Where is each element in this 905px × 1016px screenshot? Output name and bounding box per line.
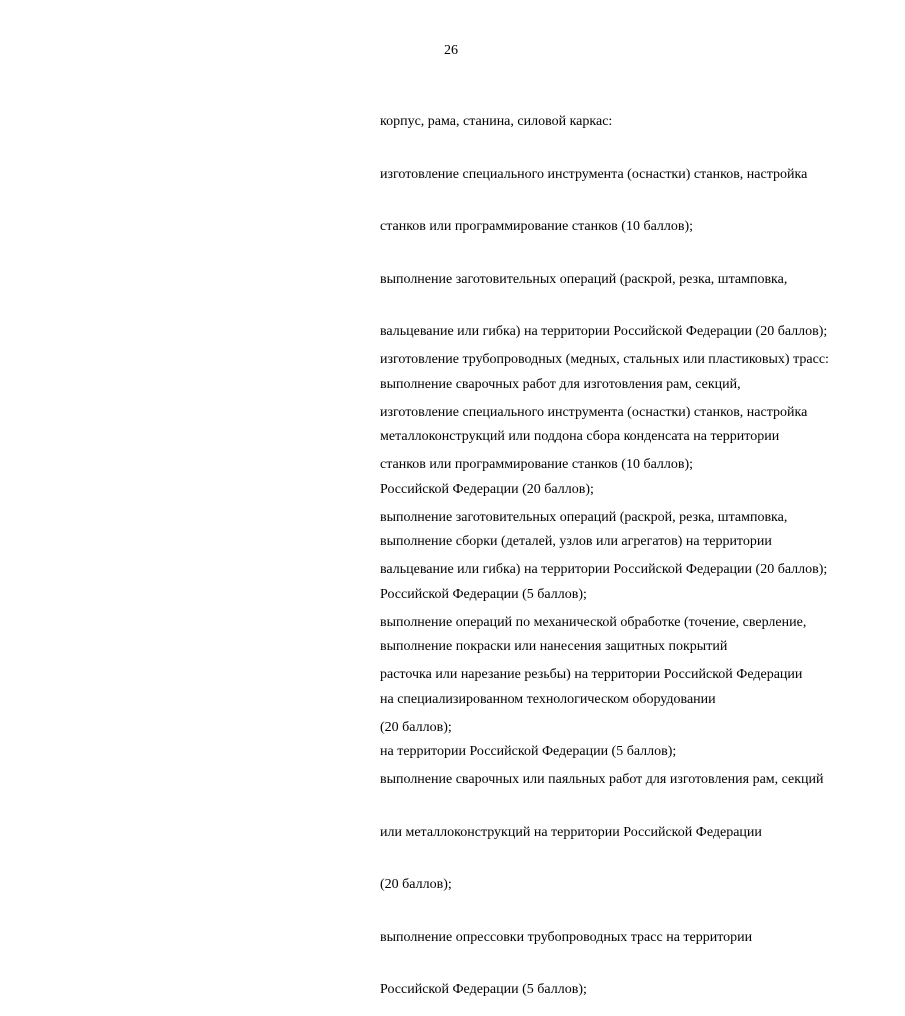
text-line: выполнение сварочных или паяльных работ для изготовления рам, секций	[380, 772, 824, 787]
section-pipeline-routes	[380, 316, 880, 1016]
text-line: вальцевание или гибка) на территории Российской Федерации (20 баллов);	[380, 562, 828, 577]
text-line: выполнение сборки (деталей, узлов или агрегатов) на территории	[380, 534, 772, 549]
text-line: расточка или нарезание резьбы) на территории Российской Федерации	[380, 667, 803, 682]
text-line: выполнение заготовительных операций (раскрой, резка, штамповка,	[380, 271, 788, 287]
text-line: Российской Федерации (20 баллов);	[380, 481, 594, 497]
text-line: на специализированном технологическом оборудовании	[380, 691, 716, 707]
text-line: выполнение операций по механической обработке (точение, сверление,	[380, 614, 807, 630]
section-heading: изготовление трубопроводных (медных, стальных или пластиковых) трасс:	[380, 352, 829, 367]
text-line: (20 баллов);	[380, 877, 452, 892]
text-line: или металлоконструкций на территории Российской Федерации	[380, 824, 762, 840]
text-line: станков или программирование станков (10 баллов);	[380, 457, 694, 472]
text-line: металлоконструкций или поддона сбора конденсата на территории	[380, 429, 780, 444]
text-line: вальцевание или гибка) на территории Российской Федерации (20 баллов);	[380, 324, 828, 339]
text-line: изготовление специального инструмента (оснастки) станков, настройка	[380, 404, 808, 420]
text-line: Российской Федерации (5 баллов);	[380, 982, 587, 997]
text-line: на территории Российской Федерации (5 баллов);	[380, 744, 677, 759]
text-line: выполнение покраски или нанесения защитных покрытий	[380, 639, 728, 654]
text-line: выполнение заготовительных операций (раскрой, резка, штамповка,	[380, 509, 788, 525]
section-heading: корпус, рама, станина, силовой каркас:	[380, 114, 613, 129]
page-number: 26	[444, 43, 458, 58]
text-line: Российской Федерации (5 баллов);	[380, 586, 587, 602]
text-line: (20 баллов);	[380, 719, 452, 735]
text-line: изготовление специального инструмента (оснастки) станков, настройка	[380, 166, 808, 182]
text-line: станков или программирование станков (10 баллов);	[380, 219, 694, 234]
text-line: выполнение сварочных работ для изготовления рам, секций,	[380, 376, 741, 392]
text-line: выполнение опрессовки трубопроводных трасс на территории	[380, 929, 753, 945]
